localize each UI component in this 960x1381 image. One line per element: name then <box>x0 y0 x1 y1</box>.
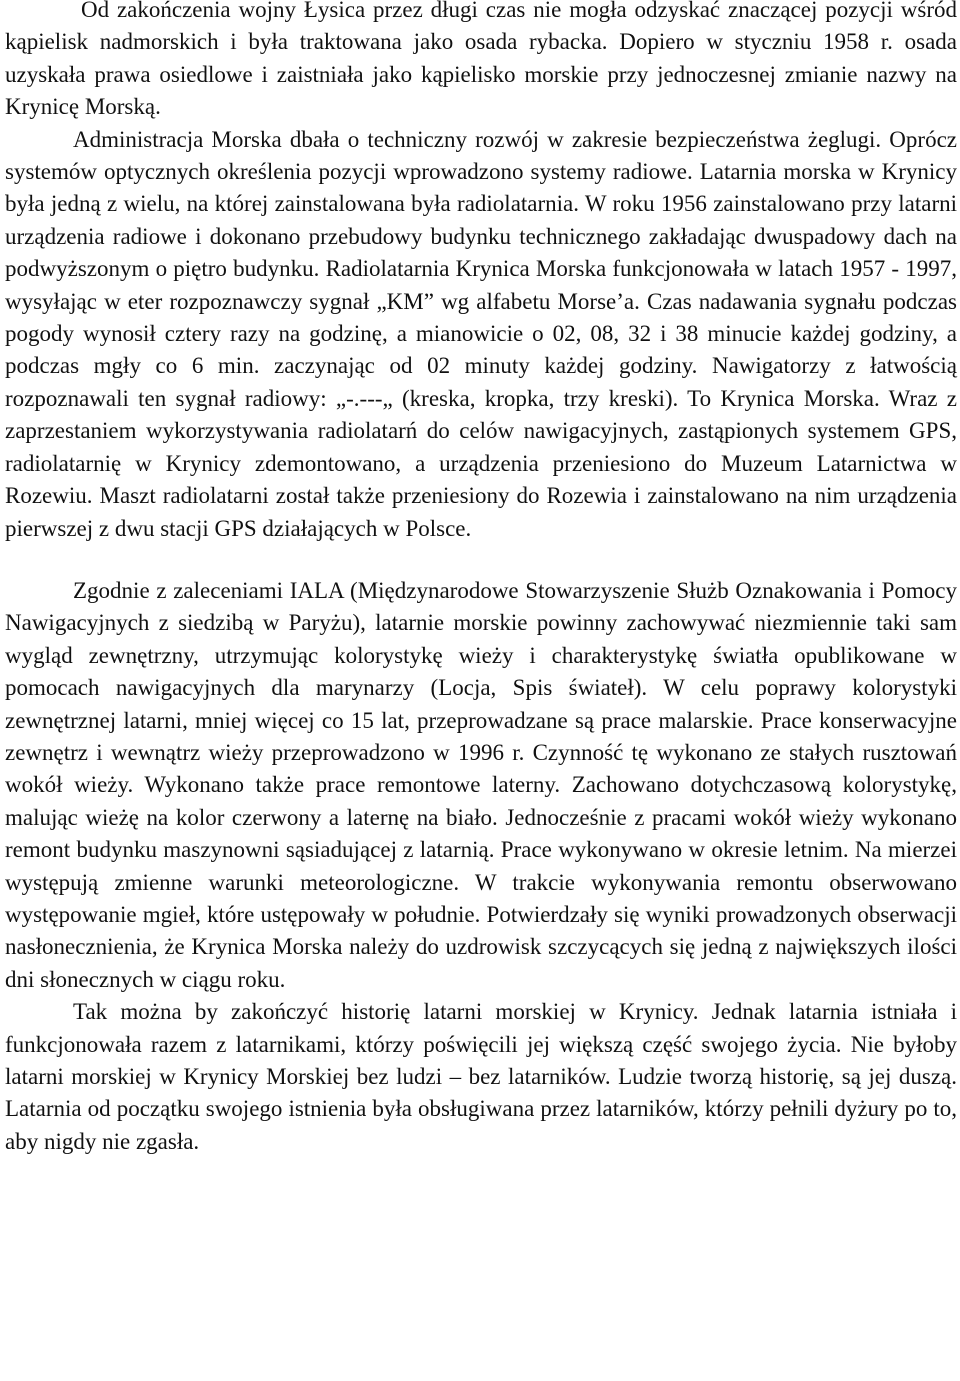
paragraph-radio-beacon: Administracja Morska dbała o techniczny rozwój w zakresie bezpieczeństwa żeglugi. Oprócz systemów optycznych określenia pozycji wprowadzono systemy radiowe. Latarnia morska w Krynicy była jedną z wielu, na której zainstalowana była radiolatarnia. W roku 1956 zainstalowano przy latarni urządzenia radiowe i dokonano przebudowy budynku technicznego zakładając dwuspadowy dach na podwyższonym o piętro budynku. Radiolatarnia Krynica Morska funkcjonowała w latach 1957 - 1997, wysyłając w eter rozpoznawczy sygnał „KM” wg alfabetu Morse’a. Czas nadawania sygnału podczas pogody wynosił cztery razy na godzinę, a mianowicie o 02, 08, 32 i 38 minucie każdej godziny, a podczas mgły co 6 min. zaczynając od 02 minuty każdej godziny. Nawigatorzy z łatwością rozpoznawali ten sygnał radiowy: „-.---„ (kreska, kropka, trzy kreski). To Krynica Morska. Wraz z zaprzestaniem wykorzystywania radiolatarń do celów nawigacyjnych, zastąpionych systemem GPS, radiolatarnię w Krynicy zdemontowano, a urządzenia przeniesiono do Muzeum Latarnictwa w Rozewiu. Maszt radiolatarni został także przeniesiony do Rozewia i zainstalowano na nim urządzenia pierwszej z dwu stacji GPS działających w Polsce. <box>5 126 957 541</box>
paragraph-krynica-history: Od zakończenia wojny Łysica przez długi czas nie mogła odzyskać znaczącej pozycji wśród kąpielisk nadmorskich i była traktowana jako osada rybacka. Dopiero w styczniu 1958 r. osada uzyskała prawa osiedlowe i zaistniała jako kąpielisko morskie przy jednoczesnej zmianie nazwy na Krynicę Morską. <box>5 0 957 120</box>
document-page <box>5 0 957 1158</box>
paragraph-lighthouse-keepers: Tak można by zakończyć historię latarni morskiej w Krynicy. Jednak latarnia istniała i funkcjonowała razem z latarnikami, którzy poświęcili jej większą część swojego życia. Nie byłoby latarni morskiej w Krynicy Morskiej bez ludzi – bez latarników. Ludzie tworzą historię, są jej duszą. Latarnia od początku swojego istnienia była obsługiwana przez latarników, którzy pełnili dyżury po to, aby nigdy nie zgasła. <box>5 999 957 1154</box>
paragraph-iala-maintenance: Zgodnie z zaleceniami IALA (Międzynarodowe Stowarzyszenie Służb Oznakowania i Pomocy Nawigacyjnych z siedzibą w Paryżu), latarnie morskie powinny zachowywać niezmiennie taki sam wygląd zewnętrzny, utrzymując kolorystykę wieży i charakterystykę światła opublikowane w pomocach nawigacyjnych dla marynarzy (Locja, Spis świateł). W celu poprawy kolorystyki zewnętrznej latarni, mniej więcej co 15 lat, przeprowadzane są prace malarskie. Prace konserwacyjne zewnętrz i wewnątrz wieży przeprowadzono w 1996 r. Czynność tę wykonano ze stałych rusztowań wokół wieży. Wykonano także prace remontowe laterny. Zachowano dotychczasową kolorystykę, malując wieżę na kolor czerwony a laternę na biało. Jednocześnie z pracami wokół wieży wykonano remont budynku maszynowni sąsiadującej z latarnią. Prace wykonywano w okresie letnim. Na mierzei występują zmienne warunki meteorologiczne. W trakcie wykonywania remontu obserwowano występowanie mgieł, które ustępowały w południe. Potwierdzały się wyniki prowadzonych obserwacji nasłonecznienia, że Krynica Morska należy do uzdrowisk szczycących się jedną z największych ilości dni słonecznych w ciągu roku. <box>5 577 957 992</box>
